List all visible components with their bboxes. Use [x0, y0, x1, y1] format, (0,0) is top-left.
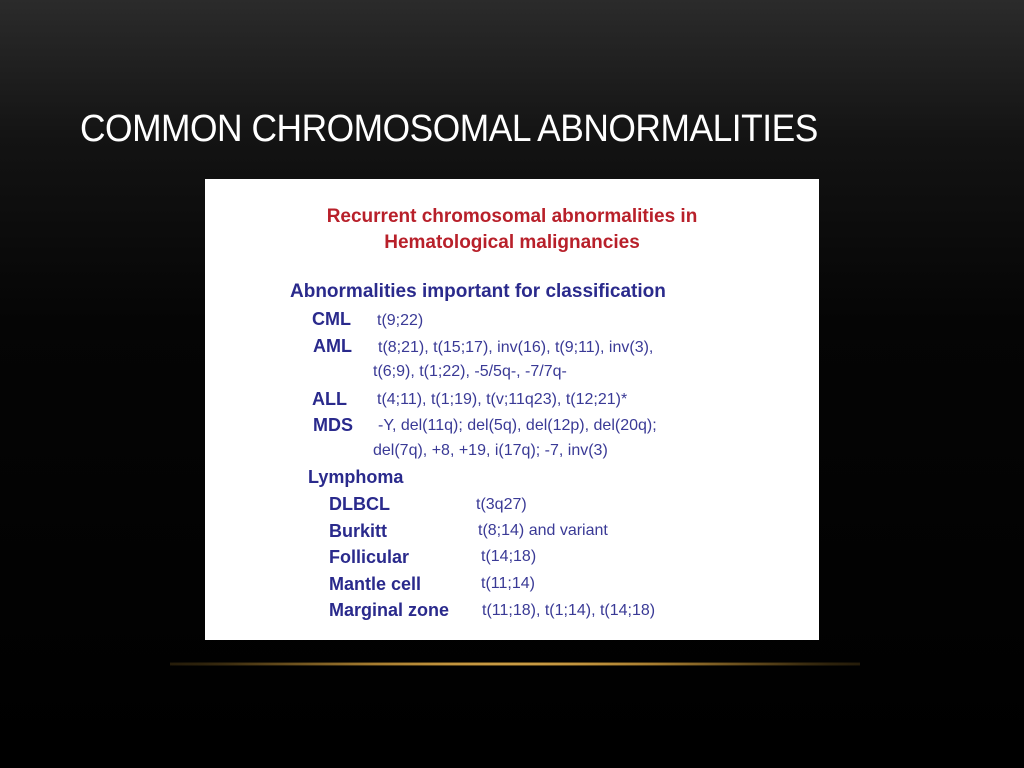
slide-title: COMMON CHROMOSOMAL ABNORMALITIES: [80, 108, 818, 150]
entry-value-mds: -Y, del(11q); del(5q), del(12p), del(20q);: [378, 417, 657, 434]
entry-label-cml: CML: [312, 309, 351, 329]
entry-value-mds-continued: del(7q), +8, +19, i(17q); -7, inv(3): [373, 442, 608, 459]
gold-divider-line: [170, 662, 860, 666]
classification-section-title: Abnormalities important for classification: [290, 281, 666, 302]
lymphoma-label-dlbcl: DLBCL: [329, 494, 390, 514]
table-heading-line-1: Recurrent chromosomal abnormalities in: [326, 206, 698, 227]
lymphoma-value-follicular: t(14;18): [481, 548, 537, 565]
lymphoma-heading: Lymphoma: [308, 467, 404, 487]
lymphoma-label-mantle-cell: Mantle cell: [329, 574, 422, 594]
abnormalities-table-image: [205, 179, 819, 640]
lymphoma-label-burkitt: Burkitt: [329, 521, 387, 541]
entry-value-cml: t(9;22): [377, 312, 424, 329]
entry-label-mds: MDS: [313, 415, 353, 435]
lymphoma-value-mantle-cell: t(11;14): [481, 575, 535, 592]
entry-label-aml: AML: [313, 336, 352, 356]
lymphoma-label-marginal-zone: Marginal zone: [329, 600, 450, 620]
lymphoma-value-marginal-zone: t(11;18), t(1;14), t(14;18): [482, 602, 656, 619]
entry-label-all: ALL: [312, 389, 347, 409]
lymphoma-value-burkitt: t(8;14) and variant: [478, 522, 608, 539]
lymphoma-label-follicular: Follicular: [329, 547, 410, 567]
table-heading-line-2: Hematological malignancies: [384, 232, 640, 253]
entry-value-all: t(4;11), t(1;19), t(v;11q23), t(12;21)*: [377, 391, 628, 408]
lymphoma-value-dlbcl: t(3q27): [476, 496, 527, 513]
entry-value-aml: t(8;21), t(15;17), inv(16), t(9;11), inv(3),: [378, 339, 654, 356]
entry-value-aml-continued: t(6;9), t(1;22), -5/5q-, -7/7q-: [373, 363, 567, 380]
